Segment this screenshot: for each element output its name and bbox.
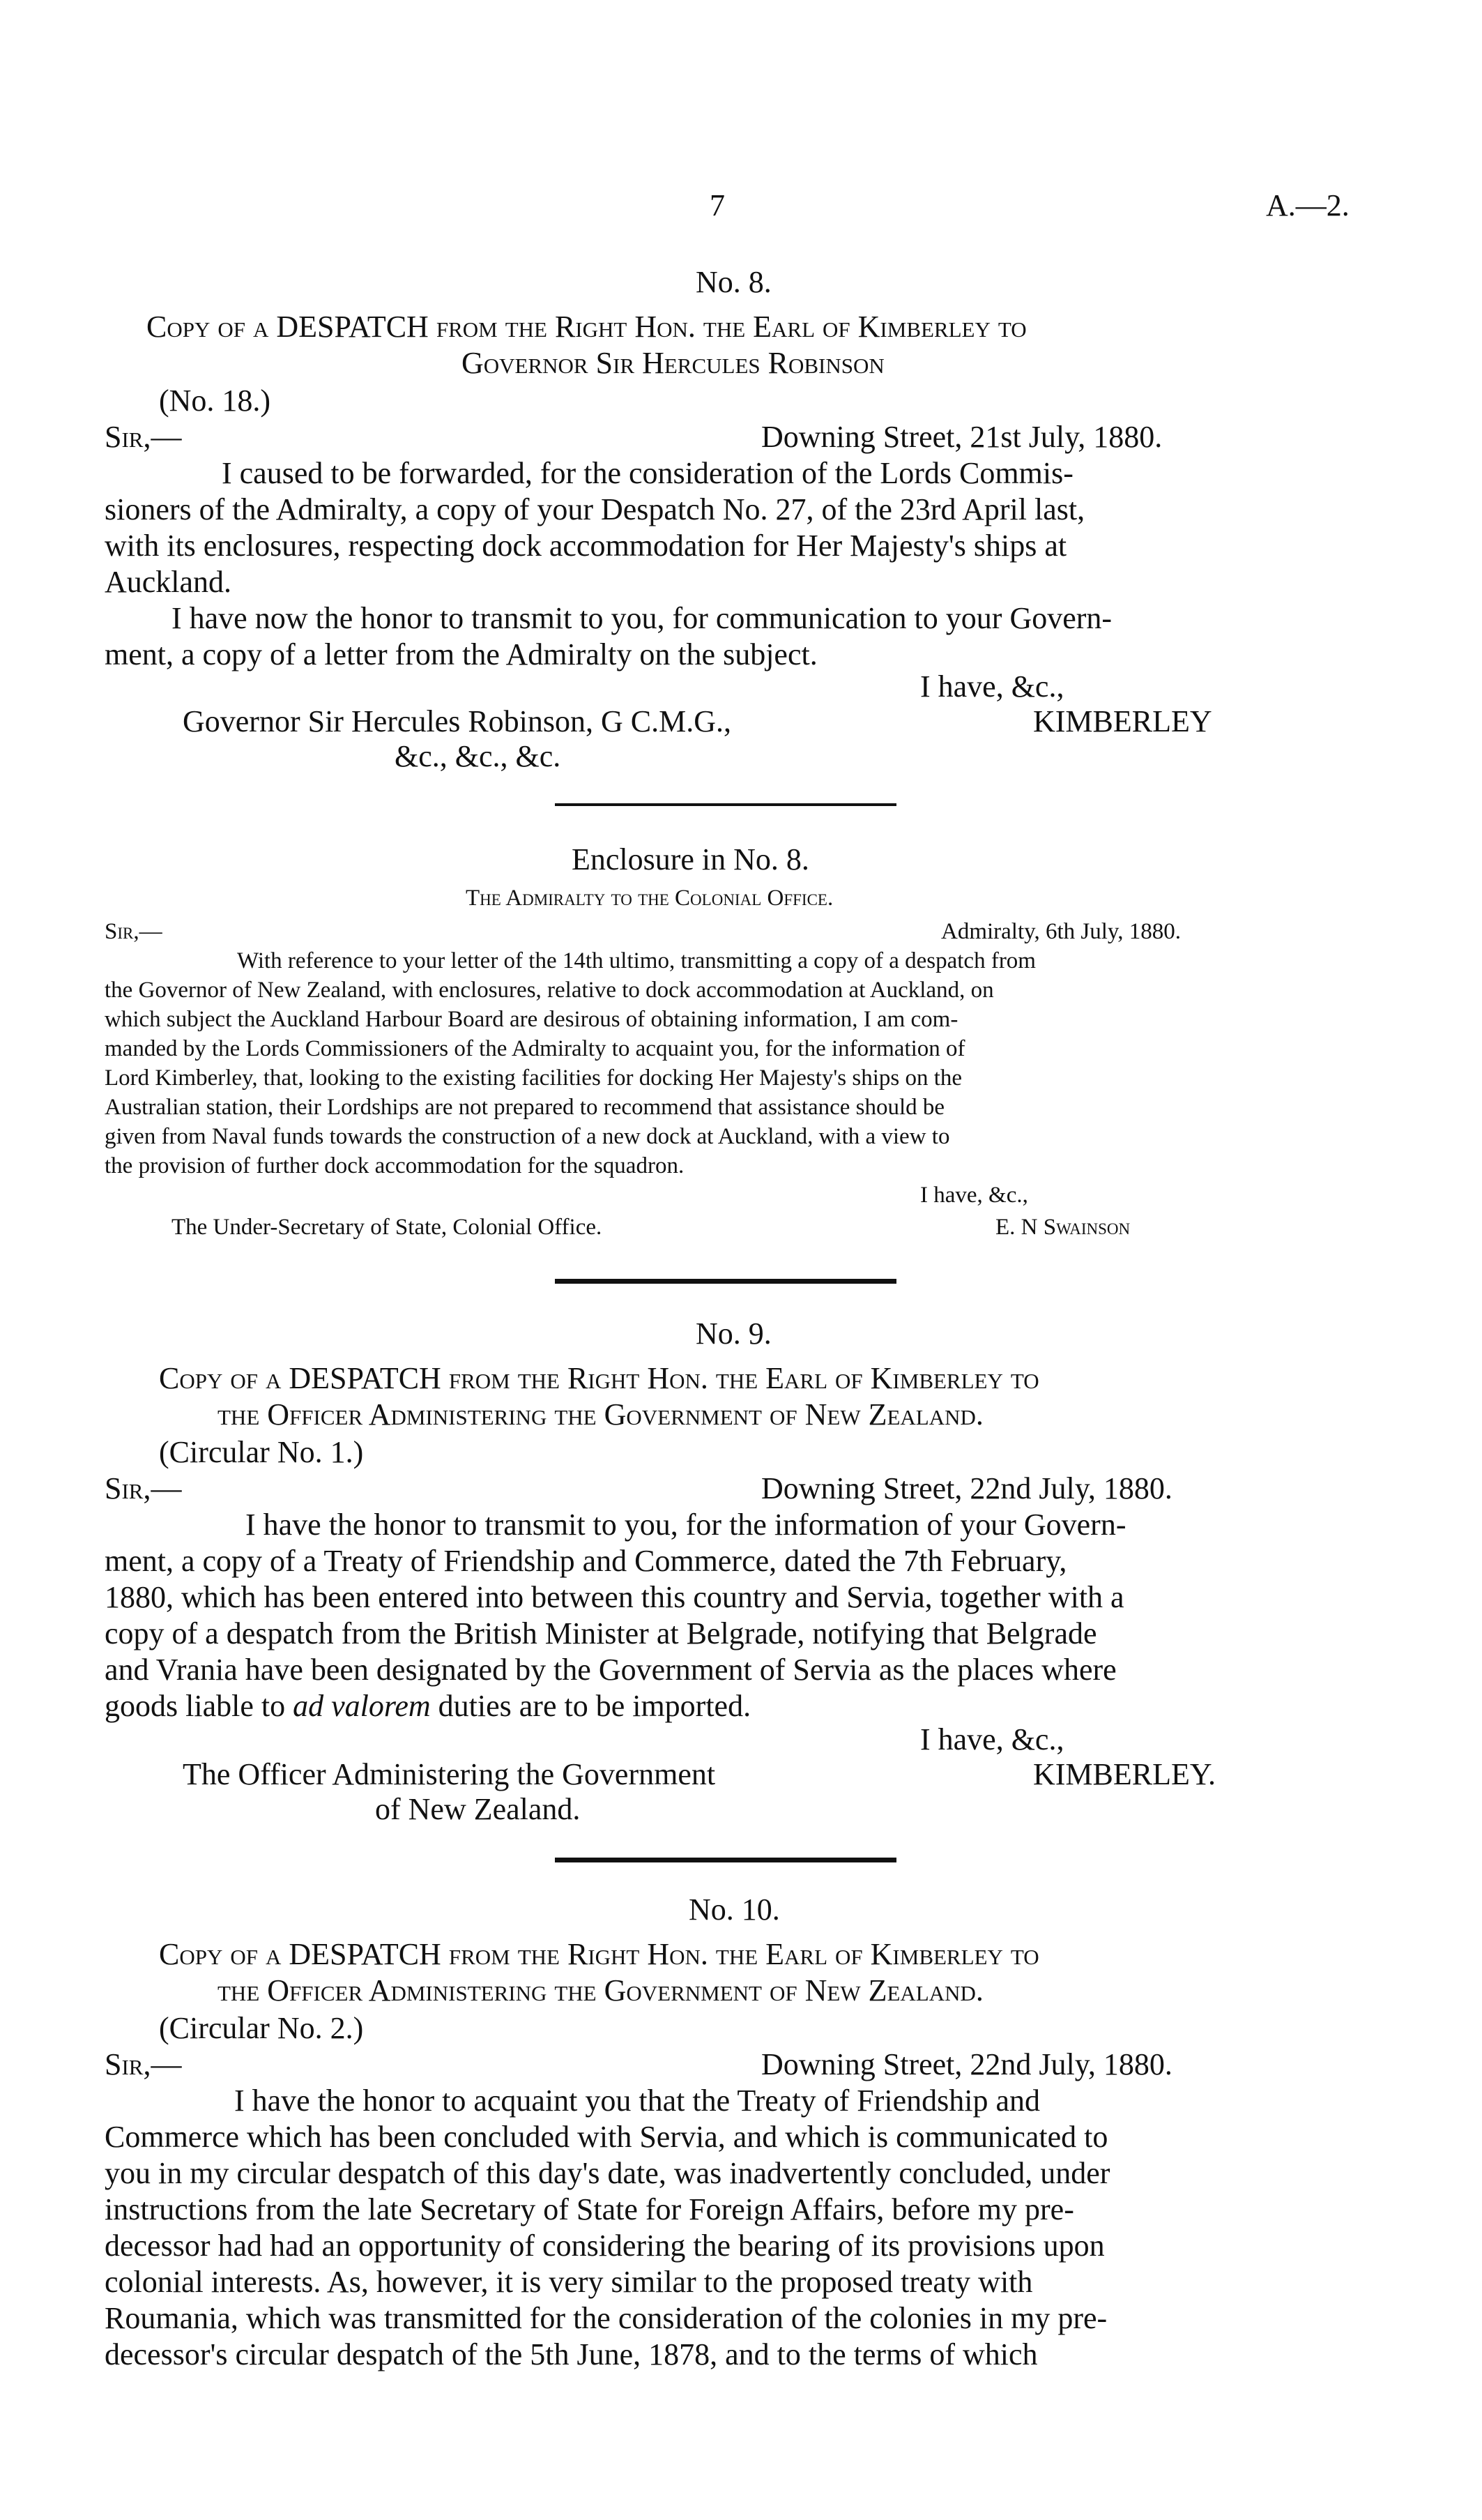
enclosure8-place-date: Admiralty, 6th July, 1880. (941, 919, 1182, 944)
despatch8-closing: I have, &c., (920, 669, 1064, 704)
despatch10-body-line: Roumania, which was transmitted for the consideration of the colonies in my pre- (105, 2301, 1108, 2335)
despatch9-body-line: copy of a despatch from the British Minister at Belgrade, notifying that Belgrade (105, 1616, 1097, 1650)
enclosure8-body-line: With reference to your letter of the 14th ultimo, transmitting a copy of a despatch from (237, 948, 1036, 973)
despatch8-body-line: I have now the honor to transmit to you, for communication to your Govern- (171, 601, 1113, 635)
enclosure8-heading: Enclosure in No. 8. (572, 842, 809, 876)
despatch9-body-text: goods liable to (105, 1689, 293, 1723)
despatch8-signature: KIMBERLEY (1033, 704, 1212, 738)
despatch8-salutation: Sir,— (105, 420, 182, 454)
section-divider (555, 1858, 896, 1862)
despatch9-body-text: duties are to be imported. (430, 1689, 751, 1723)
despatch9-body-line: ment, a copy of a Treaty of Friendship and Commerce, dated the 7th February, (105, 1544, 1067, 1578)
despatch8-title-line2: Governor Sir Hercules Robinson (461, 346, 885, 380)
despatch9-closing: I have, &c., (920, 1722, 1064, 1756)
despatch10-body-line: decessor had had an opportunity of considering the bearing of its provisions upon (105, 2229, 1105, 2263)
enclosure8-body-line: Lord Kimberley, that, looking to the existing facilities for docking Her Majesty's ships on the (105, 1065, 963, 1091)
despatch9-body-line: I have the honor to transmit to you, for the information of your Govern- (245, 1508, 1126, 1542)
enclosure8-body-line: the provision of further dock accommodation for the squadron. (105, 1153, 685, 1178)
despatch8-number: No. 8. (696, 265, 772, 299)
despatch10-salutation: Sir,— (105, 2047, 182, 2081)
despatch9-body-line: 1880, which has been entered into between this country and Servia, together with a (105, 1580, 1124, 1614)
despatch9-salutation: Sir,— (105, 1471, 182, 1505)
despatch9-title-line1: Copy of a DESPATCH from the Right Hon. the Earl of Kimberley to (159, 1361, 1039, 1395)
despatch10-body-line: I have the honor to acquaint you that the Treaty of Friendship and (234, 2083, 1040, 2118)
despatch10-body-line: decessor's circular despatch of the 5th June, 1878, and to the terms of which (105, 2337, 1038, 2371)
enclosure8-subheading: The Admiralty to the Colonial Office. (466, 886, 834, 911)
enclosure8-addressee: The Under-Secretary of State, Colonial Office. (171, 1215, 602, 1240)
despatch8-title-line1: Copy of a DESPATCH from the Right Hon. the Earl of Kimberley to (146, 310, 1027, 344)
despatch10-body-line: Commerce which has been concluded with Servia, and which is communicated to (105, 2120, 1108, 2154)
despatch8-reference: (No. 18.) (159, 384, 271, 418)
despatch9-addressee: The Officer Administering the Government (183, 1757, 716, 1791)
paper-reference: A.—2. (1266, 188, 1350, 222)
enclosure8-body-line: Australian station, their Lordships are not prepared to recommend that assistance should be (105, 1095, 945, 1120)
despatch9-title-line2: the Officer Administering the Government of New Zealand. (217, 1397, 984, 1432)
despatch10-reference: (Circular No. 2.) (159, 2011, 364, 2045)
despatch9-addressee-cont: of New Zealand. (375, 1792, 581, 1826)
despatch9-body-line-last (105, 1687, 751, 1725)
enclosure8-body-line: which subject the Auckland Harbour Board are desirous of obtaining information, I am com- (105, 1007, 958, 1032)
enclosure8-body-line: the Governor of New Zealand, with enclosures, relative to dock accommodation at Auckland, on (105, 978, 994, 1003)
despatch8-body-line: ment, a copy of a letter from the Admiralty on the subject. (105, 637, 818, 671)
despatch8-body-line: sioners of the Admiralty, a copy of your Despatch No. 27, of the 23rd April last, (105, 492, 1085, 526)
enclosure8-signature: E. N Swainson (995, 1215, 1131, 1240)
enclosure8-body-line: given from Naval funds towards the construction of a new dock at Auckland, with a view to (105, 1124, 950, 1149)
despatch10-title-line2: the Officer Administering the Government of New Zealand. (217, 1973, 984, 2007)
despatch10-body-line: you in my circular despatch of this day's date, was inadvertently concluded, under (105, 2156, 1110, 2190)
section-divider (555, 803, 896, 806)
enclosure8-salutation: Sir,— (105, 919, 162, 944)
despatch9-place-date: Downing Street, 22nd July, 1880. (761, 1471, 1172, 1505)
enclosure8-body-line: manded by the Lords Commissioners of the Admiralty to acquaint you, for the information of (105, 1036, 965, 1061)
despatch8-place-date: Downing Street, 21st July, 1880. (761, 420, 1163, 454)
despatch10-number: No. 10. (689, 1892, 780, 1927)
section-divider (555, 1279, 896, 1284)
despatch8-body-line: with its enclosures, respecting dock accommodation for Her Majesty's ships at (105, 529, 1067, 563)
despatch10-place-date: Downing Street, 22nd July, 1880. (761, 2047, 1172, 2081)
despatch8-addressee-titles: &c., &c., &c. (395, 739, 561, 773)
despatch9-body-italic: ad valorem (293, 1689, 431, 1723)
despatch8-body-line: Auckland. (105, 565, 232, 599)
despatch9-reference: (Circular No. 1.) (159, 1435, 364, 1469)
page-number: 7 (710, 188, 725, 222)
despatch8-body-line: I caused to be forwarded, for the consideration of the Lords Commis- (222, 456, 1074, 490)
despatch9-number: No. 9. (696, 1316, 772, 1351)
despatch10-body-line: instructions from the late Secretary of State for Foreign Affairs, before my pre- (105, 2192, 1074, 2226)
despatch9-body-line: and Vrania have been designated by the Government of Servia as the places where (105, 1653, 1117, 1687)
despatch9-signature: KIMBERLEY. (1033, 1757, 1216, 1791)
despatch10-title-line1: Copy of a DESPATCH from the Right Hon. the Earl of Kimberley to (159, 1937, 1039, 1971)
enclosure8-closing: I have, &c., (920, 1183, 1028, 1208)
despatch10-body-line: colonial interests. As, however, it is very similar to the proposed treaty with (105, 2265, 1033, 2299)
despatch8-addressee: Governor Sir Hercules Robinson, G C.M.G., (183, 704, 732, 738)
